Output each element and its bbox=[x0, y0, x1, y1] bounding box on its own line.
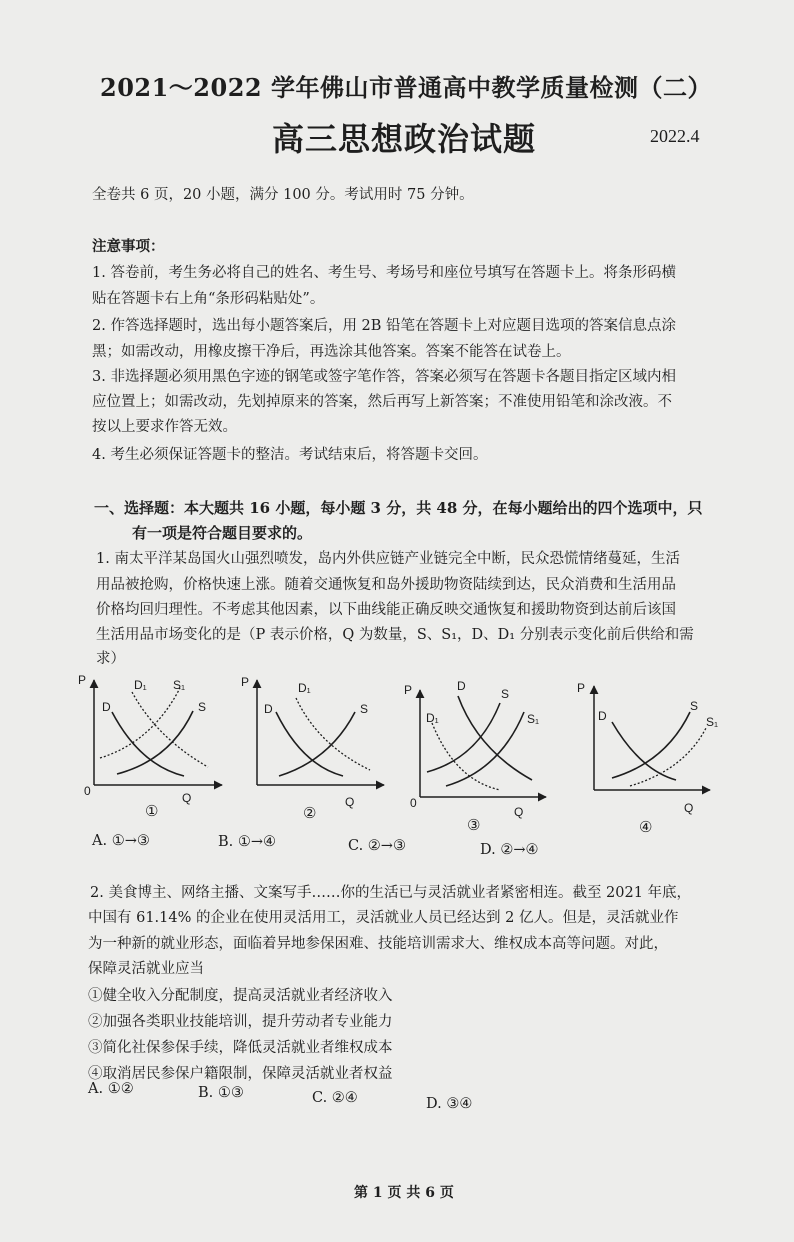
graph-number: ① bbox=[145, 803, 159, 820]
axis-label-q: Q bbox=[345, 795, 355, 809]
q1-option-b: B. ①→④ bbox=[218, 834, 277, 850]
curve-label-d: D bbox=[598, 709, 607, 723]
q1-text: 1. 南太平洋某岛国火山强烈喷发，岛内外供应链产业链完全中断，民众恐慌情绪蔓延，生活 bbox=[96, 551, 680, 567]
exam-title: 2021～2022 学年佛山市普通高中教学质量检测（二） bbox=[100, 73, 712, 102]
axis-label-q: Q bbox=[684, 801, 694, 815]
curve-label-d1: D₁ bbox=[134, 678, 147, 692]
demand-curve-d1 bbox=[132, 692, 208, 767]
graph-number: ② bbox=[303, 805, 317, 822]
axis-label-p: P bbox=[241, 675, 250, 689]
demand-curve-d1 bbox=[296, 698, 370, 770]
q2-item: ④取消居民参保户籍限制，保障灵活就业者权益 bbox=[88, 1066, 393, 1082]
q1-text: 用品被抢购，价格快速上涨。随着交通恢复和岛外援助物资陆续到达，民众消费和生活用品 bbox=[96, 577, 676, 593]
q2-text: 2. 美食博主、网络主播、文案写手……你的生活已与灵活就业者紧密相连。截至 2021 年底， bbox=[90, 885, 692, 901]
curve-label-s: S bbox=[690, 699, 699, 713]
graph-1 bbox=[78, 673, 222, 820]
supply-curve-s1 bbox=[100, 688, 180, 758]
supply-curve bbox=[279, 712, 355, 776]
notes-line: 3. 非选择题必须用黑色字迹的钢笔或签字笔作答，答案必须写在答题卡各题目指定区域内相 bbox=[92, 369, 676, 385]
q1-text: 价格均回归理性。不考虑其他因素，以下曲线能正确反映交通恢复和援助物资到达前后该国 bbox=[96, 602, 676, 618]
curve-label-s1: S₁ bbox=[527, 712, 540, 726]
q2-text: 为一种新的就业形态，面临着异地参保困难、技能培训需求大、维权成本高等问题。对此， bbox=[88, 936, 668, 952]
supply-curve bbox=[117, 711, 193, 774]
graph-3 bbox=[404, 679, 546, 834]
curve-label-d1: D₁ bbox=[426, 711, 439, 725]
q2-text: 保障灵活就业应当 bbox=[88, 961, 204, 977]
demand-curve bbox=[612, 722, 676, 780]
q1-text: 求） bbox=[96, 651, 125, 667]
curve-label-s1: S₁ bbox=[706, 715, 719, 729]
section-heading-cont: 有一项是符合题目要求的。 bbox=[132, 524, 313, 542]
axis-label-p: P bbox=[577, 681, 586, 695]
notes-line: 2. 作答选择题时，选出每小题答案后，用 2B 铅笔在答题卡上对应题目选项的答案信息点涂 bbox=[92, 318, 677, 334]
graph-number: ③ bbox=[467, 817, 481, 834]
q1-option-d: D. ②→④ bbox=[480, 842, 539, 858]
axis-label-q: Q bbox=[514, 805, 524, 819]
q2-item: ③简化社保参保手续，降低灵活就业者维权成本 bbox=[88, 1040, 393, 1056]
q2-text: 中国有 61.14% 的企业在使用灵活用工，灵活就业人员已经达到 2 亿人。但是，灵活就业作 bbox=[88, 910, 679, 926]
q1-option-c: C. ②→③ bbox=[348, 838, 406, 854]
curve-label-d: D bbox=[457, 679, 466, 693]
notes-line: 黑；如需改动，用橡皮擦干净后，再选涂其他答案。答案不能答在试卷上。 bbox=[92, 344, 571, 360]
curve-label-d: D bbox=[102, 700, 111, 714]
graph-2 bbox=[241, 675, 384, 822]
q2-item: ②加强各类职业技能培训，提升劳动者专业能力 bbox=[88, 1014, 393, 1030]
intro-text: 全卷共 6 页，20 小题，满分 100 分。考试用时 75 分钟。 bbox=[92, 187, 474, 203]
curve-label-s: S bbox=[501, 687, 510, 701]
graph-4 bbox=[577, 681, 718, 836]
section-heading: 一、选择题：本大题共 16 小题，每小题 3 分，共 48 分，在每小题给出的四个选项中，只 bbox=[94, 499, 703, 517]
supply-curve-s1 bbox=[446, 712, 524, 786]
graph-number: ④ bbox=[639, 819, 653, 836]
curve-label-s1: S₁ bbox=[173, 678, 186, 692]
notes-line: 4. 考生必须保证答题卡的整洁。考试结束后，将答题卡交回。 bbox=[92, 447, 488, 463]
page-footer: 第 1 页 共 6 页 bbox=[354, 1185, 454, 1201]
notes-heading: 注意事项： bbox=[92, 238, 165, 255]
axis-label-p: P bbox=[404, 683, 413, 697]
q2-option-a: A. ①② bbox=[88, 1081, 134, 1097]
notes-line: 按以上要求作答无效。 bbox=[92, 419, 237, 435]
q2-option-b: B. ①③ bbox=[198, 1085, 244, 1101]
curve-label-s: S bbox=[360, 702, 369, 716]
curve-label-d: D bbox=[264, 702, 273, 716]
notes-line: 1. 答卷前，考生务必将自己的姓名、考生号、考场号和座位号填写在答题卡上。将条形码横 bbox=[92, 265, 676, 281]
axis-label-p: P bbox=[78, 673, 87, 687]
q2-option-d: D. ③④ bbox=[426, 1096, 473, 1112]
demand-curve-d1 bbox=[432, 723, 500, 790]
q2-item: ①健全收入分配制度，提高灵活就业者经济收入 bbox=[88, 988, 393, 1004]
q2-option-c: C. ②④ bbox=[312, 1090, 358, 1106]
origin-label: 0 bbox=[84, 784, 91, 798]
exam-date: 2022.4 bbox=[650, 126, 700, 146]
subject-title: 高三思想政治试题 bbox=[272, 120, 537, 158]
q1-text: 生活用品市场变化的是（P 表示价格，Q 为数量，S、S₁，D、D₁ 分别表示变化前后供给和需 bbox=[96, 627, 694, 643]
axis-label-q: Q bbox=[182, 791, 192, 805]
notes-line: 贴在答题卡右上角“条形码粘贴处”。 bbox=[92, 291, 325, 307]
q1-option-a: A. ①→③ bbox=[92, 833, 150, 849]
curve-label-d1: D₁ bbox=[298, 681, 311, 695]
demand-curve bbox=[458, 696, 532, 780]
curve-label-s: S bbox=[198, 700, 207, 714]
demand-curve bbox=[112, 712, 184, 776]
origin-label: 0 bbox=[410, 796, 417, 810]
notes-line: 应位置上；如需改动，先划掉原来的答案，然后再写上新答案；不准使用铅笔和涂改液。不 bbox=[92, 394, 672, 410]
